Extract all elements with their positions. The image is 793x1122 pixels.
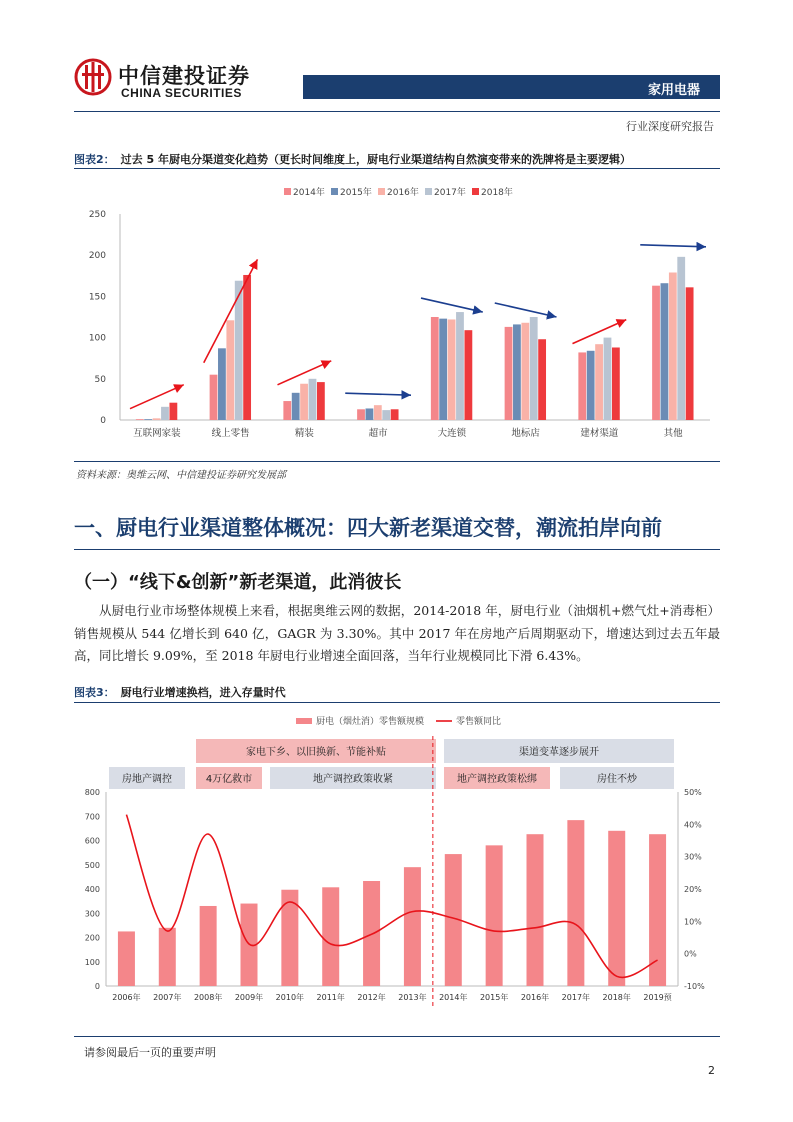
banner-top-right-label: 渠道变革逐步展开 bbox=[519, 747, 599, 758]
report-type: 行业深度研究报告 bbox=[626, 120, 714, 133]
left-tick-label: 800 bbox=[84, 788, 100, 797]
figure2-title-text: 过去 5 年厨电分渠道变化趋势（更长时间维度上，厨电行业渠道结构自然演变带来的洗牌将是主要逻辑） bbox=[120, 153, 631, 166]
bar-2-3 bbox=[309, 379, 317, 420]
figure2-label: 图表2： bbox=[74, 153, 115, 166]
x-tick-label: 2009年 bbox=[234, 993, 264, 1002]
trend-arrow-4 bbox=[421, 298, 483, 312]
right-tick-label: 10% bbox=[684, 917, 702, 927]
y-tick-label: 0 bbox=[100, 416, 106, 426]
x-tick-label: 2007年 bbox=[153, 993, 182, 1002]
bar-7 bbox=[404, 867, 421, 986]
bar-9 bbox=[486, 845, 503, 986]
legend-label-4: 2018年 bbox=[481, 188, 513, 198]
legend-swatch-4 bbox=[472, 188, 479, 195]
y-tick-label: 250 bbox=[88, 210, 106, 220]
x-tick-label: 地标店 bbox=[511, 428, 540, 439]
legend-label-0: 2014年 bbox=[293, 188, 325, 198]
header-divider bbox=[74, 111, 720, 112]
bar-4-1 bbox=[439, 319, 447, 420]
bar-6-4 bbox=[612, 347, 620, 420]
left-tick-label: 300 bbox=[84, 909, 100, 919]
bar-6-0 bbox=[578, 352, 586, 420]
banner-1-label: 房地产调控 bbox=[122, 774, 172, 785]
bar-2-2 bbox=[300, 384, 308, 420]
x-tick-label: 2008年 bbox=[193, 993, 223, 1002]
bar-7-4 bbox=[686, 287, 694, 420]
figure3-title bbox=[74, 684, 720, 700]
bar-2 bbox=[200, 906, 217, 986]
y-tick-label: 150 bbox=[88, 292, 106, 303]
legend-swatch-1 bbox=[331, 188, 338, 195]
bar-4-0 bbox=[431, 317, 439, 420]
bar-1-0 bbox=[210, 375, 218, 420]
bar-7-3 bbox=[677, 257, 685, 420]
figure2-top-rule bbox=[74, 168, 720, 169]
bar-2-4 bbox=[317, 382, 325, 420]
bar-5-0 bbox=[505, 327, 513, 420]
bar-6-3 bbox=[604, 338, 612, 420]
legend-swatch-2 bbox=[378, 188, 385, 195]
subsection-heading: （一）“线下&创新”新老渠道，此消彼长 bbox=[74, 572, 402, 593]
banner-top-left-label: 家电下乡、以旧换新、节能补贴 bbox=[246, 747, 386, 758]
figure2-title bbox=[74, 151, 720, 167]
bar-5-1 bbox=[513, 324, 521, 420]
left-tick-label: 0 bbox=[94, 982, 100, 991]
left-tick-label: 100 bbox=[84, 957, 100, 967]
bar-7-1 bbox=[661, 283, 669, 420]
x-tick-label: 互联网家装 bbox=[133, 428, 181, 439]
figure3-title-text: 厨电行业增速换档，进入存量时代 bbox=[120, 686, 286, 699]
page-number: 2 bbox=[708, 1064, 715, 1077]
trend-arrow-3 bbox=[345, 393, 411, 395]
banner-5-label: 房住不炒 bbox=[597, 774, 637, 785]
x-tick-label: 超市 bbox=[368, 428, 388, 439]
y-tick-label: 200 bbox=[88, 251, 106, 262]
x-tick-label: 2006年 bbox=[112, 993, 141, 1002]
bar-7-2 bbox=[669, 273, 677, 420]
x-tick-label: 2017年 bbox=[561, 993, 591, 1002]
legend-swatch-3 bbox=[425, 188, 432, 195]
right-tick-label: 30% bbox=[684, 852, 702, 862]
y-tick-label: 50 bbox=[94, 374, 106, 385]
legend-swatch-0 bbox=[284, 188, 291, 195]
figure2-bottom-rule bbox=[74, 461, 720, 462]
bar-1-4 bbox=[243, 275, 251, 420]
left-tick-label: 200 bbox=[84, 933, 100, 943]
legend-label-bar: 厨电（烟灶消）零售额规模 bbox=[316, 717, 425, 727]
header-bar bbox=[303, 75, 720, 99]
market-size-chart bbox=[74, 706, 720, 1010]
right-tick-label: -10% bbox=[684, 982, 705, 991]
industry-category: 家用电器 bbox=[647, 83, 700, 98]
trend-arrow-6 bbox=[573, 320, 627, 344]
right-tick-label: 50% bbox=[684, 788, 702, 797]
bar-5-4 bbox=[538, 339, 546, 420]
bar-6-2 bbox=[595, 344, 603, 420]
bar-5-2 bbox=[521, 323, 529, 420]
section-heading: 一、厨电行业渠道整体概况：四大新老渠道交替，潮流拍岸向前 bbox=[74, 516, 662, 540]
banner-3-label: 地产调控政策收紧 bbox=[313, 774, 393, 785]
bar-0-4 bbox=[169, 403, 177, 420]
y-tick-label: 100 bbox=[88, 333, 106, 344]
bar-3-1 bbox=[366, 408, 374, 420]
bar-1 bbox=[159, 928, 176, 986]
bar-3-2 bbox=[374, 405, 382, 420]
bar-5-3 bbox=[530, 317, 538, 420]
left-tick-label: 700 bbox=[84, 812, 100, 822]
legend-label-3: 2017年 bbox=[434, 188, 466, 198]
x-tick-label: 2015年 bbox=[479, 993, 509, 1002]
company-name-en: CHINA SECURITIES bbox=[121, 86, 242, 100]
bar-0-2 bbox=[153, 418, 161, 420]
figure3-top-rule bbox=[74, 702, 720, 703]
x-tick-label: 2011年 bbox=[316, 993, 345, 1002]
x-tick-label: 2018年 bbox=[602, 993, 631, 1002]
bar-10 bbox=[527, 834, 544, 986]
banner-2-label: 4万亿救市 bbox=[205, 774, 253, 785]
bar-3-4 bbox=[391, 409, 399, 420]
x-tick-label: 2016年 bbox=[520, 993, 550, 1002]
company-logo-icon bbox=[74, 58, 112, 96]
left-tick-label: 600 bbox=[84, 836, 100, 846]
figure3-label: 图表3： bbox=[74, 686, 115, 699]
bar-1-2 bbox=[226, 320, 234, 420]
trend-arrow-7 bbox=[640, 245, 706, 247]
x-tick-label: 2012年 bbox=[357, 993, 386, 1002]
bar-4-2 bbox=[448, 319, 456, 420]
footer-divider bbox=[74, 1036, 720, 1037]
bar-5 bbox=[322, 887, 339, 986]
x-tick-label: 其他 bbox=[663, 428, 683, 439]
legend-swatch-bar bbox=[296, 718, 312, 724]
trend-arrow-2 bbox=[278, 361, 332, 385]
bar-0-1 bbox=[144, 419, 152, 420]
right-tick-label: 0% bbox=[684, 949, 697, 959]
x-tick-label: 建材渠道 bbox=[580, 428, 619, 439]
company-name-cn: 中信建投证券 bbox=[118, 64, 250, 88]
bar-11 bbox=[567, 820, 584, 986]
x-tick-label: 大连锁 bbox=[437, 428, 467, 439]
x-tick-label: 2014年 bbox=[439, 993, 468, 1002]
legend-label-1: 2015年 bbox=[340, 188, 372, 198]
bar-6-1 bbox=[587, 351, 595, 420]
bar-4-3 bbox=[456, 312, 464, 420]
bar-0-0 bbox=[136, 419, 144, 420]
bar-3-0 bbox=[357, 409, 365, 420]
x-tick-label: 2010年 bbox=[275, 993, 305, 1002]
legend-label-2: 2016年 bbox=[387, 188, 419, 198]
x-tick-label: 2013年 bbox=[398, 993, 427, 1002]
bar-4-4 bbox=[464, 330, 472, 420]
legend-label-line: 零售额同比 bbox=[456, 717, 502, 727]
disclaimer-note: 请参阅最后一页的重要声明 bbox=[84, 1046, 216, 1059]
section-underline bbox=[74, 549, 720, 550]
left-tick-label: 500 bbox=[84, 860, 100, 870]
right-tick-label: 40% bbox=[684, 820, 702, 830]
banner-4-label: 地产调控政策松绑 bbox=[457, 774, 537, 785]
body-paragraph: 从厨电行业市场整体规模上来看，根据奥维云网的数据，2014-2018 年，厨电行业（油烟机+燃气灶+消毒柜）销售规模从 544 亿增长到 640 亿，GAGR 为 3.30%。其中 2017 年在房地产后周期驱动下，增速达到过去五年最高，同比增长 9.09%，至 2018 年厨电行业增速全面回落，当年行业规模同比下滑 6.43%。 bbox=[74, 603, 720, 663]
bar-0 bbox=[118, 931, 135, 986]
bar-7-0 bbox=[652, 286, 660, 420]
right-tick-label: 20% bbox=[684, 885, 702, 894]
bar-1-1 bbox=[218, 348, 226, 420]
x-tick-label: 精装 bbox=[294, 428, 314, 439]
figure2-source: 资料来源：奥维云网、中信建投证券研究发展部 bbox=[76, 470, 286, 481]
bar-12 bbox=[608, 831, 625, 986]
channel-trend-chart bbox=[74, 172, 720, 462]
x-tick-label: 线上零售 bbox=[211, 428, 250, 439]
x-tick-label: 2019预 bbox=[643, 993, 672, 1002]
bar-0-3 bbox=[161, 407, 169, 420]
bar-3-3 bbox=[382, 410, 390, 420]
trend-arrow-5 bbox=[495, 303, 557, 317]
bar-2-1 bbox=[292, 393, 300, 420]
left-tick-label: 400 bbox=[84, 885, 100, 894]
bar-2-0 bbox=[283, 401, 291, 420]
